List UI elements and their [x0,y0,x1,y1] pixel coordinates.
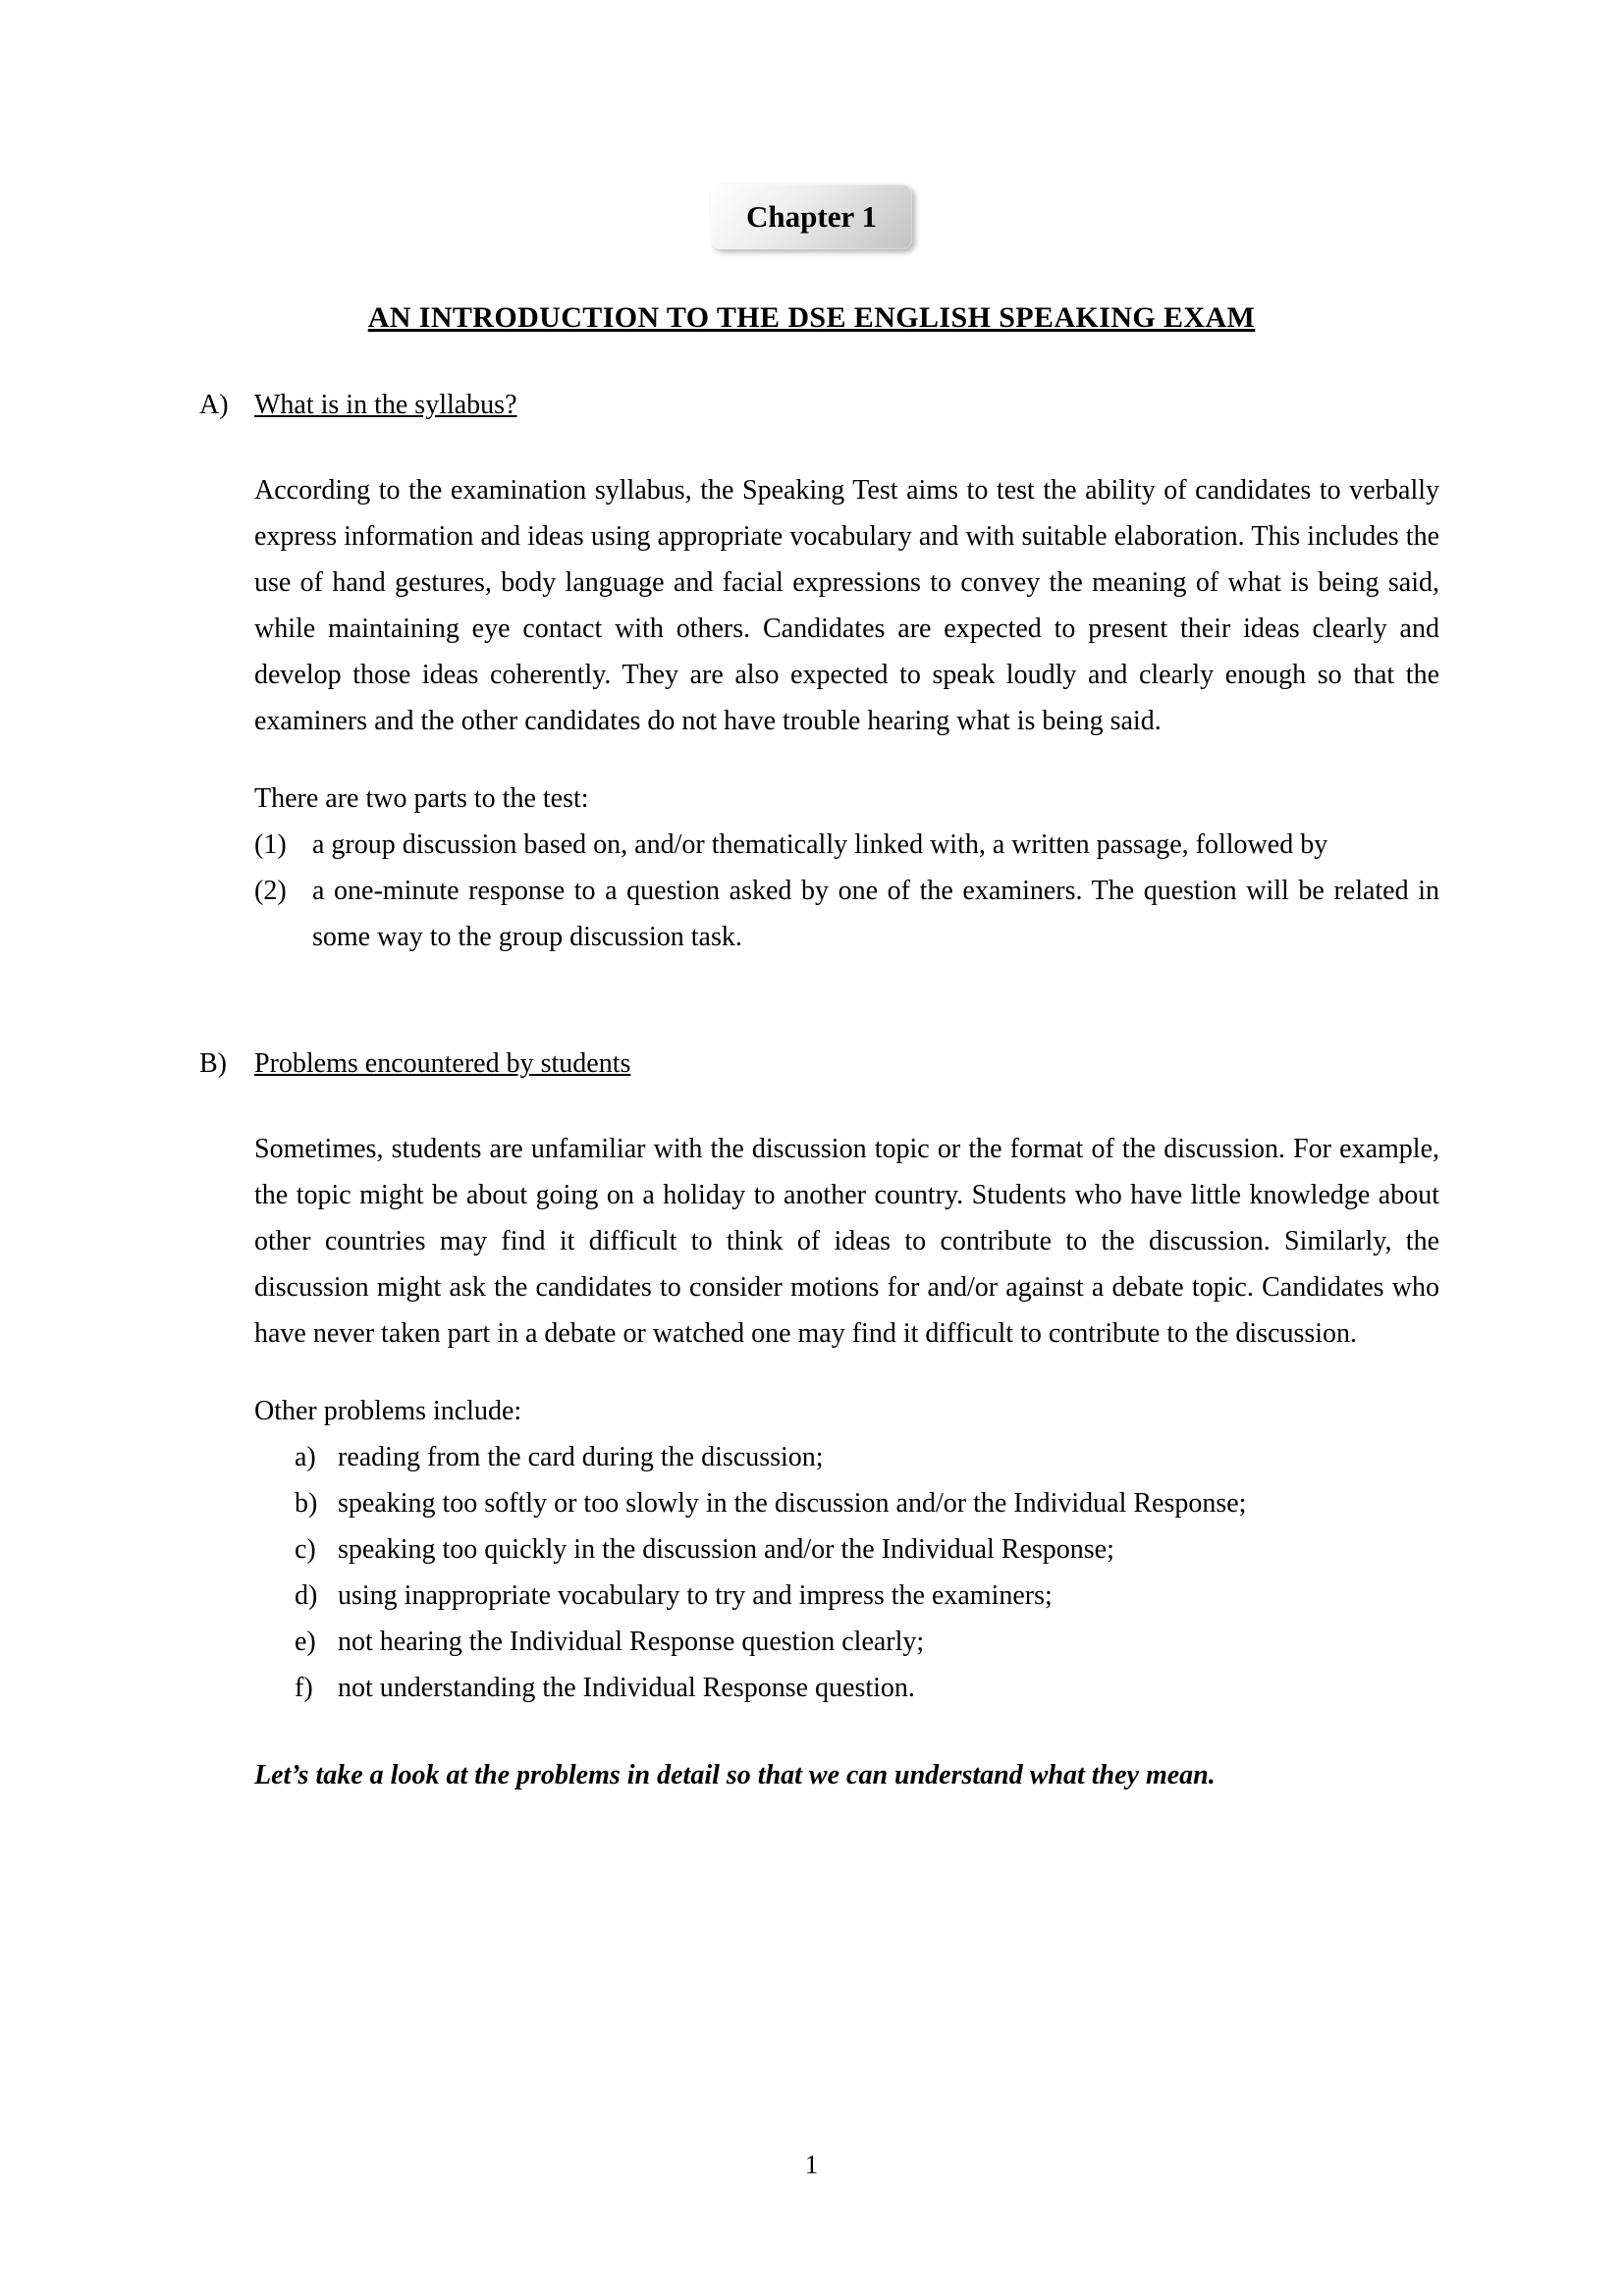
part-item [254,822,1439,868]
problem-label: b) [295,1488,318,1519]
problem-label: d) [295,1580,318,1611]
closing-note-block [254,1752,1439,1798]
section-a-heading: What is in the syllabus? [254,390,517,420]
problem-text: using inappropriate vocabulary to try and impress the examiners; [338,1580,1053,1611]
problem-text: reading from the card during the discussion; [338,1442,824,1472]
section-a-paragraph: According to the examination syllabus, the Speaking Test aims to test the ability of candidates to verbally express information and ideas using appropriate vocabulary and with suitable elaboration. This includes the use of hand gestures, body language and facial expressions to convey the meaning of what is being said, while maintaining eye contact with others. Candidates are expected to present their ideas clearly and develop those ideas coherently. They are also expected to speak loudly and clearly enough so that the examiners and the other candidates do not have trouble hearing what is being said. [254,475,1439,736]
section-b-paragraph: Sometimes, students are unfamiliar with the discussion topic or the format of the discussion. For example, the topic might be about going on a holiday to another country. Students who have little knowledge about other countries may find it difficult to think of ideas to contribute to the discussion. Similarly, the discussion might ask the candidates to consider motions for and/or against a debate topic. Candidates who have never taken part in a debate or watched one may find it difficult to contribute to the discussion. [254,1134,1439,1349]
part-label: (1) [254,829,287,860]
part-text: a one-minute response to a question asked by one of the examiners. The question will be related in some way to the group discussion task. [312,876,1439,952]
problem-item [295,1480,1439,1526]
document-title: AN INTRODUCTION TO THE DSE ENGLISH SPEAKING EXAM [367,301,1256,334]
problem-item [295,1434,1439,1480]
problem-text: speaking too quickly in the discussion and/or the Individual Response; [338,1534,1114,1565]
section-a-label: A) [199,390,229,420]
part-text: a group discussion based on, and/or thematically linked with, a written passage, followed by [312,829,1328,860]
page-number: 1 [804,2150,819,2179]
problem-item [295,1619,1439,1665]
part-label: (2) [254,876,287,906]
problem-text: not understanding the Individual Response question. [338,1673,915,1703]
closing-note: Let’s take a look at the problems in detail so that we can understand what they mean. [254,1760,1216,1790]
section-b-body [254,1126,1439,1711]
problems-list [295,1434,1439,1711]
problem-label: f) [295,1673,313,1703]
problem-text: not hearing the Individual Response question clearly; [338,1627,925,1657]
parts-list [254,822,1439,960]
section-a-body [254,467,1439,960]
problem-item [295,1573,1439,1619]
problem-item [295,1526,1439,1573]
part-item [254,868,1439,960]
problem-label: e) [295,1627,316,1657]
problem-label: c) [295,1534,316,1565]
problem-label: a) [295,1442,316,1472]
section-b-heading-row [199,1041,1439,1087]
parts-intro: There are two parts to the test: [254,783,589,814]
problems-intro: Other problems include: [254,1396,522,1426]
problem-item [295,1665,1439,1711]
chapter-badge: Chapter 1 [711,185,912,249]
chapter-badge-row [0,0,1623,249]
document-content [199,382,1439,1798]
section-b-label: B) [199,1048,227,1079]
section-a-heading-row [199,382,1439,428]
problem-text: speaking too softly or too slowly in the discussion and/or the Individual Response; [338,1488,1247,1519]
section-b-heading: Problems encountered by students [254,1048,631,1079]
